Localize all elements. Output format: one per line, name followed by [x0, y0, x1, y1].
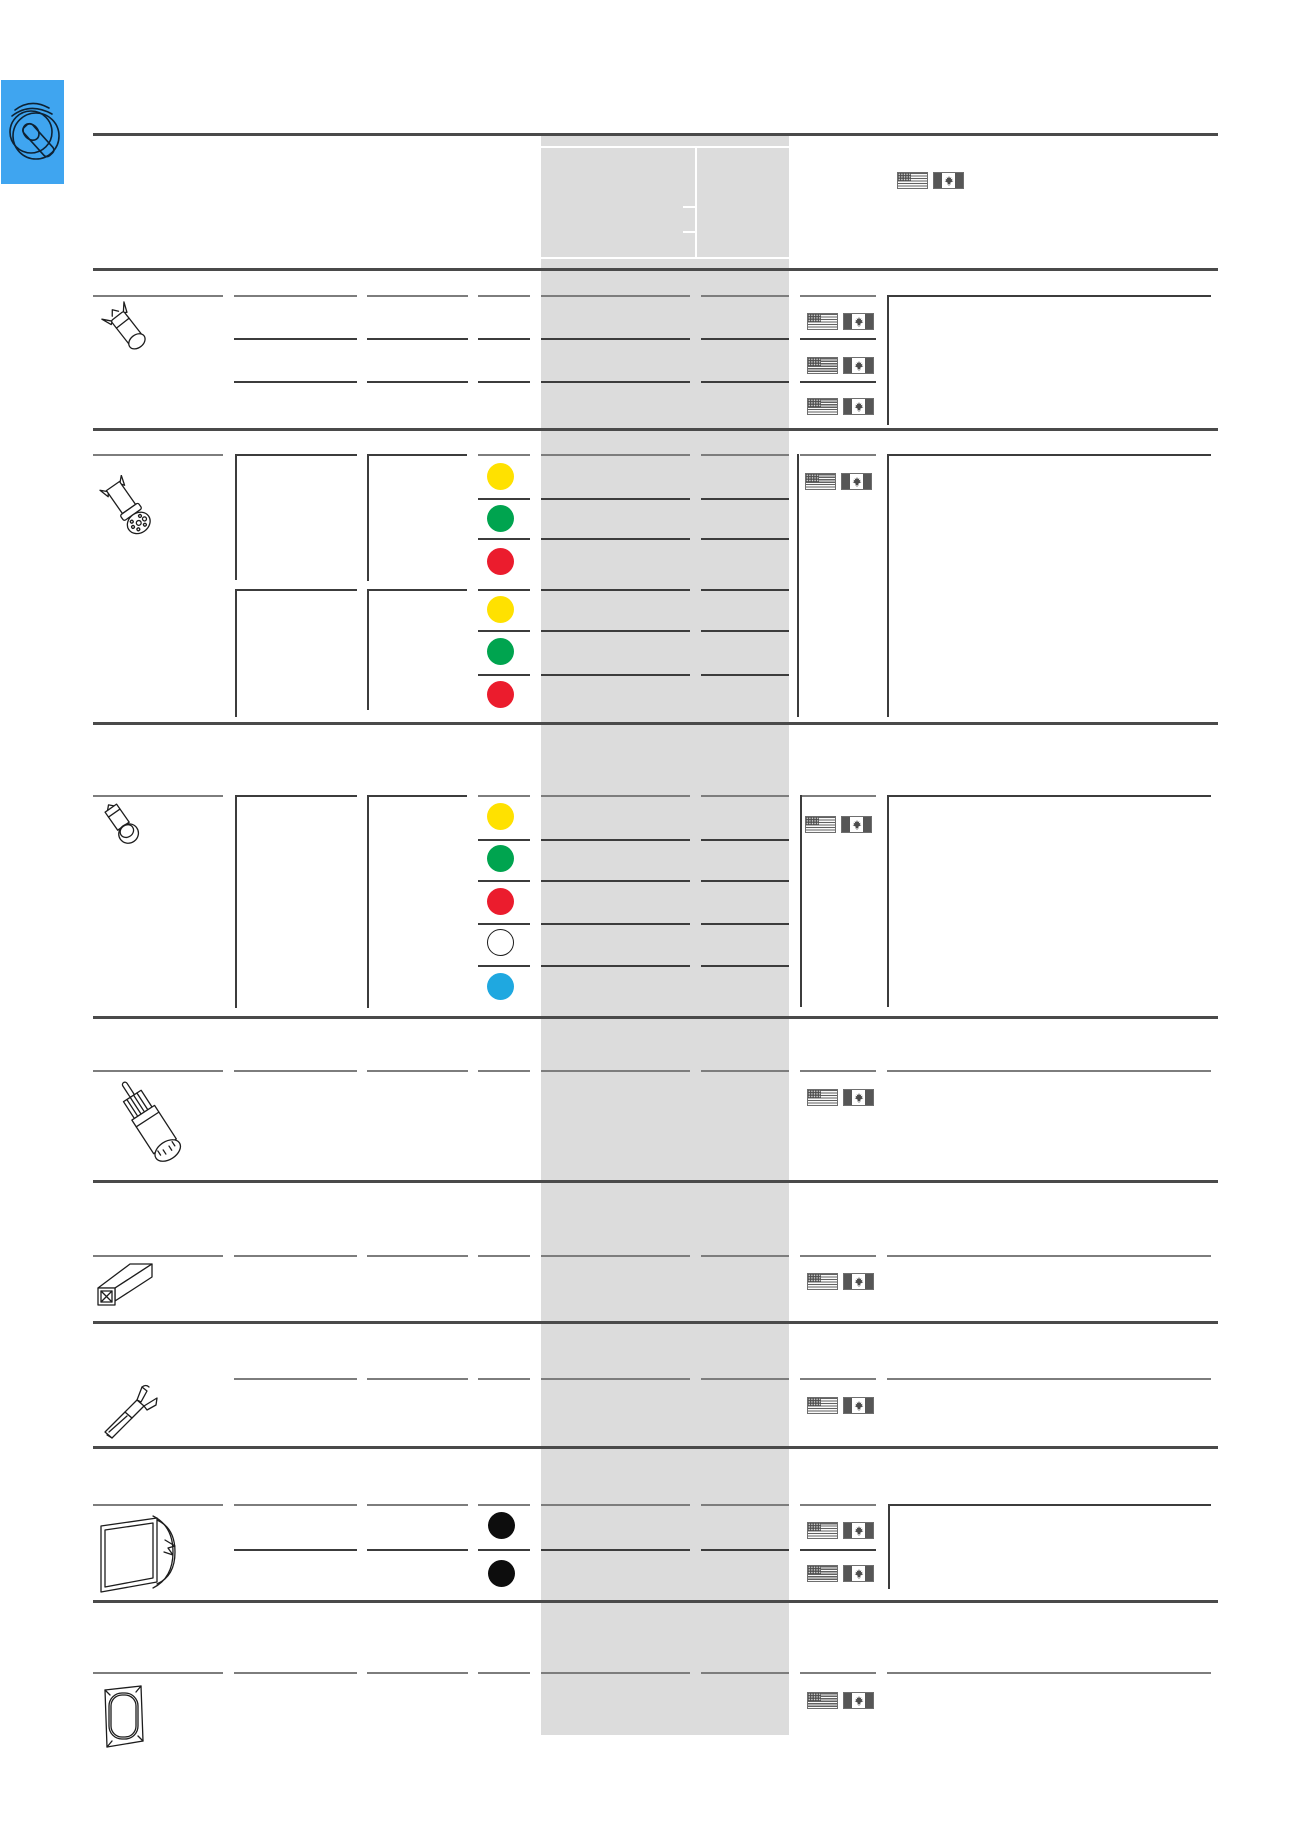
- canada-flag-icon: [841, 816, 872, 833]
- color-dot-red: [487, 548, 514, 575]
- header-divider: [541, 146, 789, 148]
- divider: [93, 1446, 1218, 1449]
- divider: [701, 1504, 789, 1506]
- divider: [800, 795, 876, 797]
- crimp-contact-icon: [97, 1380, 161, 1442]
- divider: [541, 1504, 690, 1506]
- divider: [367, 381, 468, 383]
- us-flag-icon: [897, 172, 928, 189]
- note-box-border: [887, 795, 1211, 797]
- square-pushbutton-icon: [95, 1506, 179, 1600]
- divider: [800, 1255, 876, 1257]
- cell-border: [367, 795, 467, 797]
- color-dot-green: [487, 505, 514, 532]
- highlight-column: [541, 134, 789, 1735]
- divider: [478, 454, 530, 456]
- divider: [93, 295, 223, 297]
- us-flag-icon: [805, 473, 836, 490]
- divider: [478, 965, 530, 967]
- color-dot-red: [487, 888, 514, 915]
- divider: [701, 1378, 789, 1380]
- divider: [887, 1255, 1211, 1257]
- divider: [541, 795, 690, 797]
- us-flag-icon: [807, 313, 838, 330]
- divider: [93, 268, 1218, 271]
- note-box-border: [887, 795, 889, 1007]
- divider: [93, 722, 1218, 725]
- divider: [93, 454, 223, 456]
- divider: [701, 1549, 789, 1551]
- divider: [234, 295, 357, 297]
- divider: [701, 338, 789, 340]
- divider: [367, 1504, 468, 1506]
- canada-flag-icon: [843, 313, 874, 330]
- color-dot-yellow: [487, 596, 514, 623]
- divider: [887, 1070, 1211, 1072]
- cell-border: [235, 454, 237, 580]
- cell-border: [797, 454, 799, 717]
- header-divider: [683, 206, 696, 208]
- divider: [93, 1255, 223, 1257]
- divider: [701, 839, 789, 841]
- divider: [93, 795, 223, 797]
- divider: [93, 133, 1218, 136]
- divider: [478, 589, 530, 591]
- divider: [701, 498, 789, 500]
- divider: [800, 1070, 876, 1072]
- canada-flag-icon: [843, 1273, 874, 1290]
- divider: [701, 630, 789, 632]
- divider: [800, 454, 876, 456]
- divider: [541, 839, 690, 841]
- divider: [93, 1016, 1218, 1019]
- rectangular-housing-icon: [93, 1258, 161, 1316]
- divider: [541, 338, 690, 340]
- cell-border: [367, 454, 369, 581]
- canada-flag-icon: [843, 1397, 874, 1414]
- divider: [478, 839, 530, 841]
- divider: [541, 538, 690, 540]
- divider: [701, 381, 789, 383]
- canada-flag-icon: [843, 1522, 874, 1539]
- divider: [478, 295, 530, 297]
- divider: [478, 538, 530, 540]
- divider: [701, 589, 789, 591]
- note-box-border: [888, 1504, 890, 1589]
- canada-flag-icon: [933, 172, 964, 189]
- divider: [478, 630, 530, 632]
- divider: [234, 1672, 357, 1674]
- divider: [367, 338, 468, 340]
- divider: [541, 498, 690, 500]
- divider: [367, 1255, 468, 1257]
- divider: [887, 1672, 1211, 1674]
- divider: [478, 674, 530, 676]
- divider: [93, 1321, 1218, 1324]
- brand-logo: [1, 80, 64, 184]
- divider: [367, 1672, 468, 1674]
- note-box-border: [888, 1504, 1211, 1506]
- divider: [478, 338, 530, 340]
- note-box-border: [887, 454, 889, 717]
- us-flag-icon: [807, 398, 838, 415]
- divider: [701, 295, 789, 297]
- canada-flag-icon: [843, 1089, 874, 1106]
- color-dot-green: [487, 638, 514, 665]
- canada-flag-icon: [841, 473, 872, 490]
- divider: [701, 923, 789, 925]
- cell-border: [235, 589, 237, 717]
- divider: [800, 1672, 876, 1674]
- note-box-border: [887, 454, 1211, 456]
- divider: [541, 965, 690, 967]
- divider: [478, 923, 530, 925]
- color-dot-blue: [487, 973, 514, 1000]
- canada-flag-icon: [843, 357, 874, 374]
- divider: [234, 381, 357, 383]
- us-flag-icon: [807, 1089, 838, 1106]
- divider: [541, 589, 690, 591]
- divider: [367, 1549, 468, 1551]
- divider: [800, 1549, 876, 1551]
- divider: [541, 1672, 690, 1674]
- cell-border: [235, 795, 237, 1008]
- cell-border: [367, 589, 369, 710]
- divider: [541, 295, 690, 297]
- divider: [800, 338, 876, 340]
- color-dot-black: [488, 1512, 515, 1539]
- divider: [93, 428, 1218, 431]
- divider: [800, 1504, 876, 1506]
- divider: [541, 1255, 690, 1257]
- divider: [478, 1672, 530, 1674]
- note-box-border: [887, 295, 1211, 297]
- divider: [234, 1504, 357, 1506]
- divider: [367, 1378, 468, 1380]
- divider: [93, 1672, 223, 1674]
- divider: [234, 1378, 357, 1380]
- color-dot-yellow: [487, 463, 514, 490]
- header-divider: [695, 146, 697, 259]
- wedge-base-led-icon: [96, 798, 152, 856]
- divider: [541, 630, 690, 632]
- divider: [93, 1180, 1218, 1183]
- divider: [701, 965, 789, 967]
- multi-chip-led-icon: [95, 475, 163, 543]
- header-divider: [541, 257, 789, 259]
- slide-base-lamp-icon: [100, 300, 164, 370]
- divider: [800, 1378, 876, 1380]
- color-dot-red: [487, 681, 514, 708]
- divider: [701, 1672, 789, 1674]
- cell-border: [235, 454, 357, 456]
- divider: [541, 1070, 690, 1072]
- divider: [541, 1378, 690, 1380]
- divider: [234, 1070, 357, 1072]
- divider: [234, 338, 357, 340]
- color-dot-black: [488, 1560, 515, 1587]
- us-flag-icon: [807, 1397, 838, 1414]
- divider: [701, 1255, 789, 1257]
- us-flag-icon: [807, 1273, 838, 1290]
- cell-border: [367, 795, 369, 1008]
- divider: [234, 1255, 357, 1257]
- divider: [234, 1549, 357, 1551]
- divider: [478, 1549, 530, 1551]
- divider: [701, 880, 789, 882]
- us-flag-icon: [807, 1565, 838, 1582]
- canada-flag-icon: [843, 1565, 874, 1582]
- divider: [367, 295, 468, 297]
- divider: [478, 381, 530, 383]
- cell-border: [367, 454, 467, 456]
- us-flag-icon: [807, 357, 838, 374]
- divider: [887, 1378, 1211, 1380]
- color-dot-green: [487, 845, 514, 872]
- selector-switch-icon: [1, 80, 64, 184]
- cell-border: [235, 589, 357, 591]
- divider: [541, 923, 690, 925]
- canada-flag-icon: [843, 1692, 874, 1709]
- divider: [541, 381, 690, 383]
- divider: [478, 1378, 530, 1380]
- divider: [478, 1504, 530, 1506]
- color-dot-white: [487, 929, 514, 956]
- divider: [541, 1549, 690, 1551]
- us-flag-icon: [807, 1522, 838, 1539]
- divider: [800, 295, 876, 297]
- divider: [367, 1070, 468, 1072]
- divider: [701, 538, 789, 540]
- divider: [541, 880, 690, 882]
- note-box-border: [887, 295, 889, 425]
- divider: [478, 880, 530, 882]
- divider: [701, 674, 789, 676]
- divider: [93, 1600, 1218, 1603]
- divider: [701, 1070, 789, 1072]
- divider: [701, 454, 789, 456]
- header-divider: [683, 231, 696, 233]
- divider: [478, 1070, 530, 1072]
- divider: [478, 795, 530, 797]
- divider: [541, 454, 690, 456]
- us-flag-icon: [807, 1692, 838, 1709]
- divider: [541, 674, 690, 676]
- cell-border: [800, 795, 802, 1007]
- divider: [800, 381, 876, 383]
- fiber-optic-connector-icon: [95, 1072, 207, 1172]
- divider: [478, 1255, 530, 1257]
- color-dot-yellow: [487, 803, 514, 830]
- cell-border: [235, 795, 357, 797]
- cell-border: [367, 589, 467, 591]
- us-flag-icon: [805, 816, 836, 833]
- square-bezel-icon: [98, 1681, 150, 1753]
- canada-flag-icon: [843, 398, 874, 415]
- divider: [478, 498, 530, 500]
- divider: [701, 795, 789, 797]
